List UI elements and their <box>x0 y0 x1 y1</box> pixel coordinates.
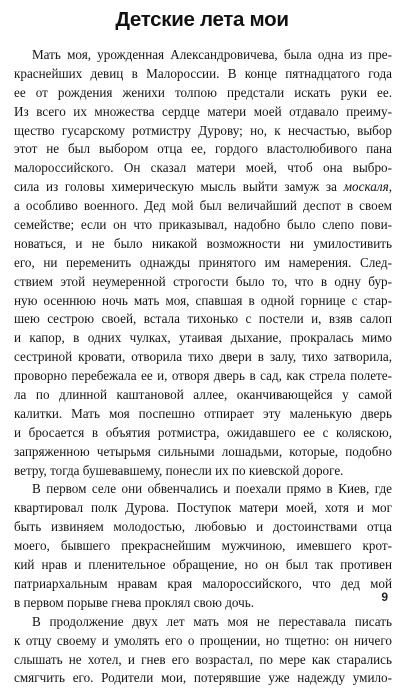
text-line: к отцу своему и умолять его о прощении, но тщетно: он ничего <box>14 632 392 648</box>
text-line: ла по длинной каштановой аллее, оканчивающейся у самой <box>14 387 392 403</box>
text-line: В продолжение двух лет мать моя не переставала писать <box>32 613 392 629</box>
body-text <box>14 46 392 688</box>
text-line: шею сестрою своей, встала тихонько с постели и, взяв салоп <box>14 311 392 327</box>
text-line: быть извиняем молодостью, любовью и достоинствами отца <box>14 519 392 535</box>
text-line: смягчить его. Родители мои, потерявшие уже надежду умило- <box>14 670 392 686</box>
text-line: слышать не хотел, и гнев его возрастал, по мере как старались <box>14 651 392 667</box>
text-line: сила из головы химерическую мысль выйти замуж за москаля, <box>14 179 392 195</box>
text-line: и капор, в одних чулках, утаивая дыхание, прокралась мимо <box>14 330 392 346</box>
text-line: Из всего их множества сердце матери моей отдавало преиму- <box>14 103 392 119</box>
text-line: ее от рождения женихи толпою предстали искать руки ее. <box>14 84 392 100</box>
text-line: новаться, и не было никакой возможности ни умилостивить <box>14 235 392 251</box>
text-line: кий нрав и пленительное обращение, но он был так противен <box>14 557 392 573</box>
text-line: моего, бывшего прекраснейшим мужчиною, имевшего крот- <box>14 538 392 554</box>
text-line: щество гусарскому ротмистру Дурову; но, к несчастью, выбор <box>14 122 392 138</box>
text-line: сестриной кровати, отворила тихо двери в залу, тихо затворила, <box>14 349 392 365</box>
text-line: проворно перебежала ее и, отворя дверь в сад, как стрела полете- <box>14 368 392 384</box>
text-line: ветру, тогда бушевавшему, понесли их по киевской дороге. <box>14 462 344 478</box>
text-line: а особливо военного. Дед мой был величайший деспот в своем <box>14 198 392 214</box>
text-line: и бросается в объятия ротмистра, ожидавшего ее с коляскою, <box>14 424 392 440</box>
text-line: ную осеннюю ночь мать моя, спавшая в одной горнице с стар- <box>14 292 392 308</box>
emphasis: москаля <box>343 179 389 195</box>
text-line: запряженною четырьмя сильными лошадьми, которые, подобно <box>14 443 392 459</box>
text-line: его, ни переменить однажды принятого им намерения. След- <box>14 254 392 270</box>
page-title: Детские лета мои <box>115 8 289 31</box>
text-line: патриархальным нравам края малороссийского, что дед мой <box>14 575 392 591</box>
text-line: калитки. Мать моя поспешно отпирает эту маленькую дверь <box>14 405 392 421</box>
text-line: в первом порыве гнева проклял свою дочь. <box>14 594 255 610</box>
text-line: ствием этой неумеренной строгости было то, что в одну бур- <box>14 273 392 289</box>
text-line: краснейших девиц в Малороссии. В конце пятнадцатого года <box>14 65 392 81</box>
text-line: малороссийского. Он сказал матери моей, чтоб она выбро- <box>14 160 392 176</box>
text-line: квартировал полк Дурова. Поступок матери моей, хотя и мог <box>14 500 392 516</box>
text-line: В первом селе они обвенчались и поехали прямо в Киев, где <box>32 481 392 497</box>
text-line: этот не был выбором отца ее, гордого властолюбивого пана <box>14 141 392 157</box>
text-line: семействе; если он что приказывал, надобно было слепо пови- <box>14 217 392 233</box>
text-line: Мать моя, урожденная Александровичева, была одна из пре- <box>32 47 392 62</box>
page-number: 9 <box>381 590 388 604</box>
